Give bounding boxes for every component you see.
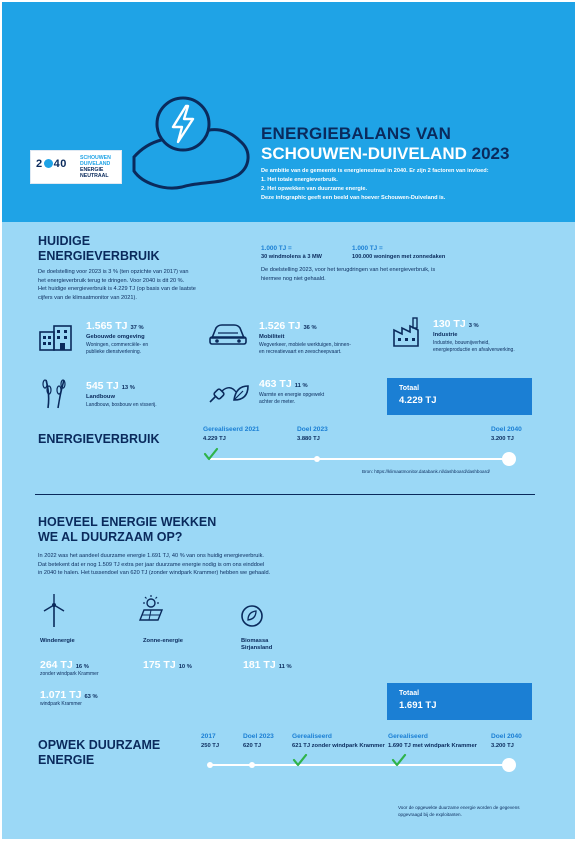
timeline-label-2021: Gerealiseerd 2021	[203, 426, 260, 433]
timeline-line-opwek	[210, 764, 510, 766]
category-value-industrie: 130 TJ 3 %	[433, 318, 479, 330]
timeline2-value-doel-2040: 3.200 TJ	[491, 743, 514, 749]
total-verbruik-box: Totaal 4.229 TJ	[387, 378, 532, 415]
section-heading-opwek: HOEVEEL ENERGIE WEKKEN WE AL DUURZAAM OP?	[38, 515, 217, 544]
category-desc-achter-de-meter: Warmte en energie opgewekt achter de meter.	[259, 392, 325, 405]
timeline2-label-2017: 2017	[201, 733, 216, 740]
source-value-biomassa: 181 TJ 11 %	[243, 659, 292, 671]
category-desc-landbouw: Landbouw, bosbouw en visserij.	[86, 402, 157, 408]
buildings-icon	[38, 322, 74, 352]
logo-number: 2 40	[36, 158, 67, 170]
source-name-biomassa: Biomassa Sirjansland	[241, 638, 273, 651]
plug-leaf-icon	[206, 380, 250, 408]
car-icon	[208, 320, 248, 348]
timeline2-label-gerealiseerd-1: Gerealiseerd	[292, 733, 332, 740]
timeline2-value-gerealiseerd-1: 621 TJ zonder windpark Krammer	[292, 743, 385, 749]
category-desc-mobiliteit: Wegverkeer, mobiele werktuigen, binnen- en recreatievaart en zeescheepvaart.	[259, 342, 351, 355]
factory-icon	[390, 316, 424, 348]
source-name-wind: Windenergie	[40, 638, 75, 644]
timeline-line-verbruik	[210, 458, 510, 460]
footnote: Voor de opgewekte duurzame energie worden de gegevens opgevraagd bij de exploitanten.	[398, 805, 520, 817]
page-subtitle: SCHOUWEN-DUIVELAND 2023	[261, 144, 510, 163]
biomass-icon	[240, 604, 264, 628]
category-name-landbouw: Landbouw	[86, 394, 115, 400]
timeline-label-doel-2040: Doel 2040	[491, 426, 522, 433]
category-value-landbouw: 545 TJ 13 %	[86, 380, 135, 392]
timeline-endpoint-2040	[502, 452, 516, 466]
category-desc-industrie: Industrie, bouwnijverheid, energieproductie en afvalverwerking.	[433, 340, 515, 353]
wind-turbine-icon	[40, 593, 68, 629]
category-desc-gebouwde-omgeving: Woningen, commerciële- en publieke dienstverlening.	[86, 342, 149, 355]
category-name-industrie: Industrie	[433, 332, 458, 338]
source-name-zon: Zonne-energie	[143, 638, 183, 644]
intro-text: De ambitie van de gemeente is energieneutraal in 2040. Er zijn 2 factoren van invloed: 1. Het totale energieverbruik. 2. Het opwekken van duurzame energie. Deze infographic geeft een beeld van hoever Schouwen-Duiveland is.	[261, 168, 489, 201]
timeline2-value-2017: 250 TJ	[201, 743, 220, 749]
checkmark-icon	[292, 752, 308, 768]
timeline-value-2021: 4.229 TJ	[203, 436, 226, 442]
logo-text: SCHOUWEN DUIVELAND ENERGIE NEUTRAAL	[80, 155, 111, 179]
lightning-bolt-icon	[155, 96, 211, 152]
wheat-icon	[40, 374, 70, 410]
timeline-value-doel-2023: 3.880 TJ	[297, 436, 320, 442]
timeline2-value-gerealiseerd-2: 1.690 TJ met windpark Krammer	[388, 743, 477, 749]
goal-note: De doelstelling 2023, voor het terugdringen van het energieverbruik, is hiermee nog niet gehaald.	[261, 267, 436, 282]
source-link[interactable]: Bron: https://klimaatmonitor.databank.nl/dashboard/dashboard/	[362, 469, 490, 474]
total-opwek-box: Totaal 1.691 TJ	[387, 683, 532, 720]
timeline2-dot-2023	[249, 762, 255, 768]
category-name-gebouwde-omgeving: Gebouwde omgeving	[86, 334, 145, 340]
checkmark-icon	[391, 752, 407, 768]
timeline-dot-2023	[314, 456, 320, 462]
source-value-krammer: 1.071 TJ 63 %	[40, 689, 98, 701]
source-note-krammer: windpark Krammer	[40, 701, 82, 707]
source-note-wind: zonder windpark Krammer	[40, 671, 99, 677]
category-name-mobiliteit: Mobiliteit	[259, 334, 285, 340]
equivalent-woningen: 1.000 TJ = 100.000 woningen met zonnedaken	[352, 245, 446, 260]
source-value-wind: 264 TJ 16 %	[40, 659, 89, 671]
opwek-text: In 2022 was het aandeel duurzame energie 1.691 TJ, 40 % van ons huidig energieverbruik. Dat betekent dat er nog 1.509 TJ extra per jaar duurzame energie nodig is om ons einddoel in 2040 te halen. Het tussendoel van 620 TJ (zonder windpark Krammer) hebben we gehaald.	[38, 553, 271, 577]
checkmark-icon	[203, 446, 219, 462]
timeline2-label-doel-2023: Doel 2023	[243, 733, 274, 740]
solar-panel-icon	[136, 594, 166, 624]
timeline-title-verbruik: ENERGIEVERBRUIK	[38, 432, 160, 446]
timeline2-dot-2017	[207, 762, 213, 768]
timeline-value-doel-2040: 3.200 TJ	[491, 436, 514, 442]
category-value-mobiliteit: 1.526 TJ 36 %	[259, 320, 317, 332]
timeline2-label-gerealiseerd-2: Gerealiseerd	[388, 733, 428, 740]
page-title: ENERGIEBALANS VAN	[261, 124, 452, 143]
timeline2-label-doel-2040: Doel 2040	[491, 733, 522, 740]
timeline-title-opwek: OPWEK DUURZAME ENERGIE	[38, 738, 161, 767]
section-divider	[35, 494, 535, 495]
equivalent-windmolens: 1.000 TJ = 30 windmolens à 3 MW	[261, 245, 322, 260]
verbruik-text: De doelstelling voor 2023 is 3 % (ten opzichte van 2017) van het energieverbruik terug te dringen. Voor 2040 is dit 20 %. Het huidige energieverbruik is 4.229 TJ (op basis van de laatste cijfers van de klimaatmonitor van 2021).	[38, 269, 196, 301]
category-value-achter-de-meter: 463 TJ 11 %	[259, 378, 308, 390]
source-value-zon: 175 TJ 10 %	[143, 659, 192, 671]
timeline2-endpoint-2040	[502, 758, 516, 772]
timeline2-value-doel-2023: 620 TJ	[243, 743, 262, 749]
category-value-gebouwde-omgeving: 1.565 TJ 37 %	[86, 320, 144, 332]
section-heading-verbruik: HUIDIGE ENERGIEVERBRUIK	[38, 234, 160, 263]
timeline-label-doel-2023: Doel 2023	[297, 426, 328, 433]
